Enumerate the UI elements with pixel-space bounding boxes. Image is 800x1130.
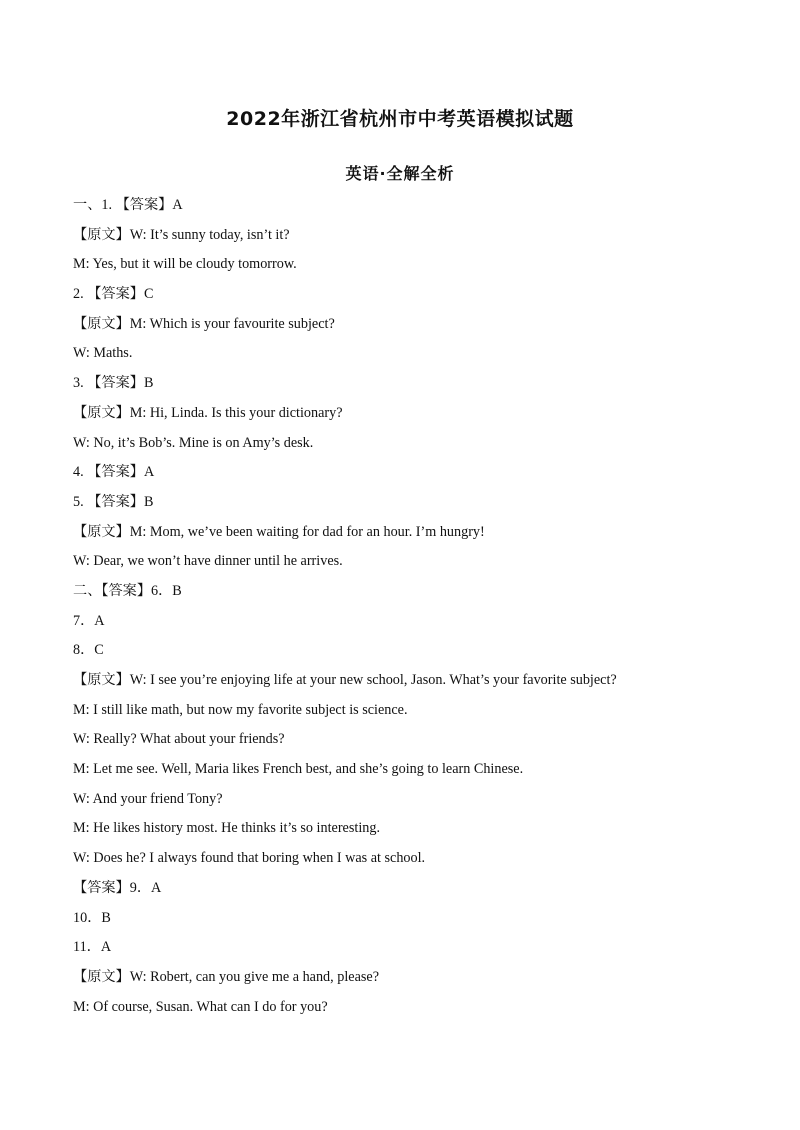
text-line: M: Yes, but it will be cloudy tomorrow. <box>73 256 297 273</box>
text-line: M: He likes history most. He thinks it’s so interesting. <box>73 820 380 837</box>
text-line: 2. 【答案】C <box>73 286 154 303</box>
text-line: W: And your friend Tony? <box>73 790 223 807</box>
text-line: W: Really? What about your friends? <box>73 731 285 748</box>
answer-body <box>73 196 753 1027</box>
text-line: 【答案】9．A <box>73 879 162 896</box>
text-line: W: Maths. <box>73 345 133 362</box>
text-line: W: Dear, we won’t have dinner until he arrives. <box>73 553 343 570</box>
text-line: 【原文】M: Which is your favourite subject? <box>73 315 335 332</box>
text-line: 【原文】W: It’s sunny today, isn’t it? <box>73 226 290 243</box>
text-line: 5. 【答案】B <box>73 493 154 510</box>
text-line: 二、【答案】6．B <box>73 582 182 599</box>
text-line: 10．B <box>73 909 111 926</box>
text-line: 11．A <box>73 939 112 956</box>
page-title: 2022年浙江省杭州市中考英语模拟试题 <box>226 108 574 130</box>
text-line: 【原文】M: Mom, we’ve been waiting for dad for an hour. I’m hungry! <box>73 523 485 540</box>
text-line: W: No, it’s Bob’s. Mine is on Amy’s desk. <box>73 434 314 451</box>
text-line: 4. 【答案】A <box>73 464 155 481</box>
text-line: 【原文】W: Robert, can you give me a hand, please? <box>73 968 379 985</box>
text-line: 8．C <box>73 642 104 659</box>
text-line: 7．A <box>73 612 105 629</box>
text-line: W: Does he? I always found that boring when I was at school. <box>73 850 426 867</box>
text-line: 【原文】M: Hi, Linda. Is this your dictionary? <box>73 404 343 421</box>
page-subtitle: 英语·全解全析 <box>345 164 455 183</box>
text-line: M: I still like math, but now my favorite subject is science. <box>73 701 408 718</box>
text-line: 3. 【答案】B <box>73 375 154 392</box>
text-line: 一、1. 【答案】A <box>73 197 183 213</box>
text-line: 【原文】W: I see you’re enjoying life at your new school, Jason. What’s your favorite subject? <box>73 672 617 688</box>
text-line: M: Of course, Susan. What can I do for you? <box>73 998 328 1015</box>
text-line: M: Let me see. Well, Maria likes French best, and she’s going to learn Chinese. <box>73 761 524 778</box>
